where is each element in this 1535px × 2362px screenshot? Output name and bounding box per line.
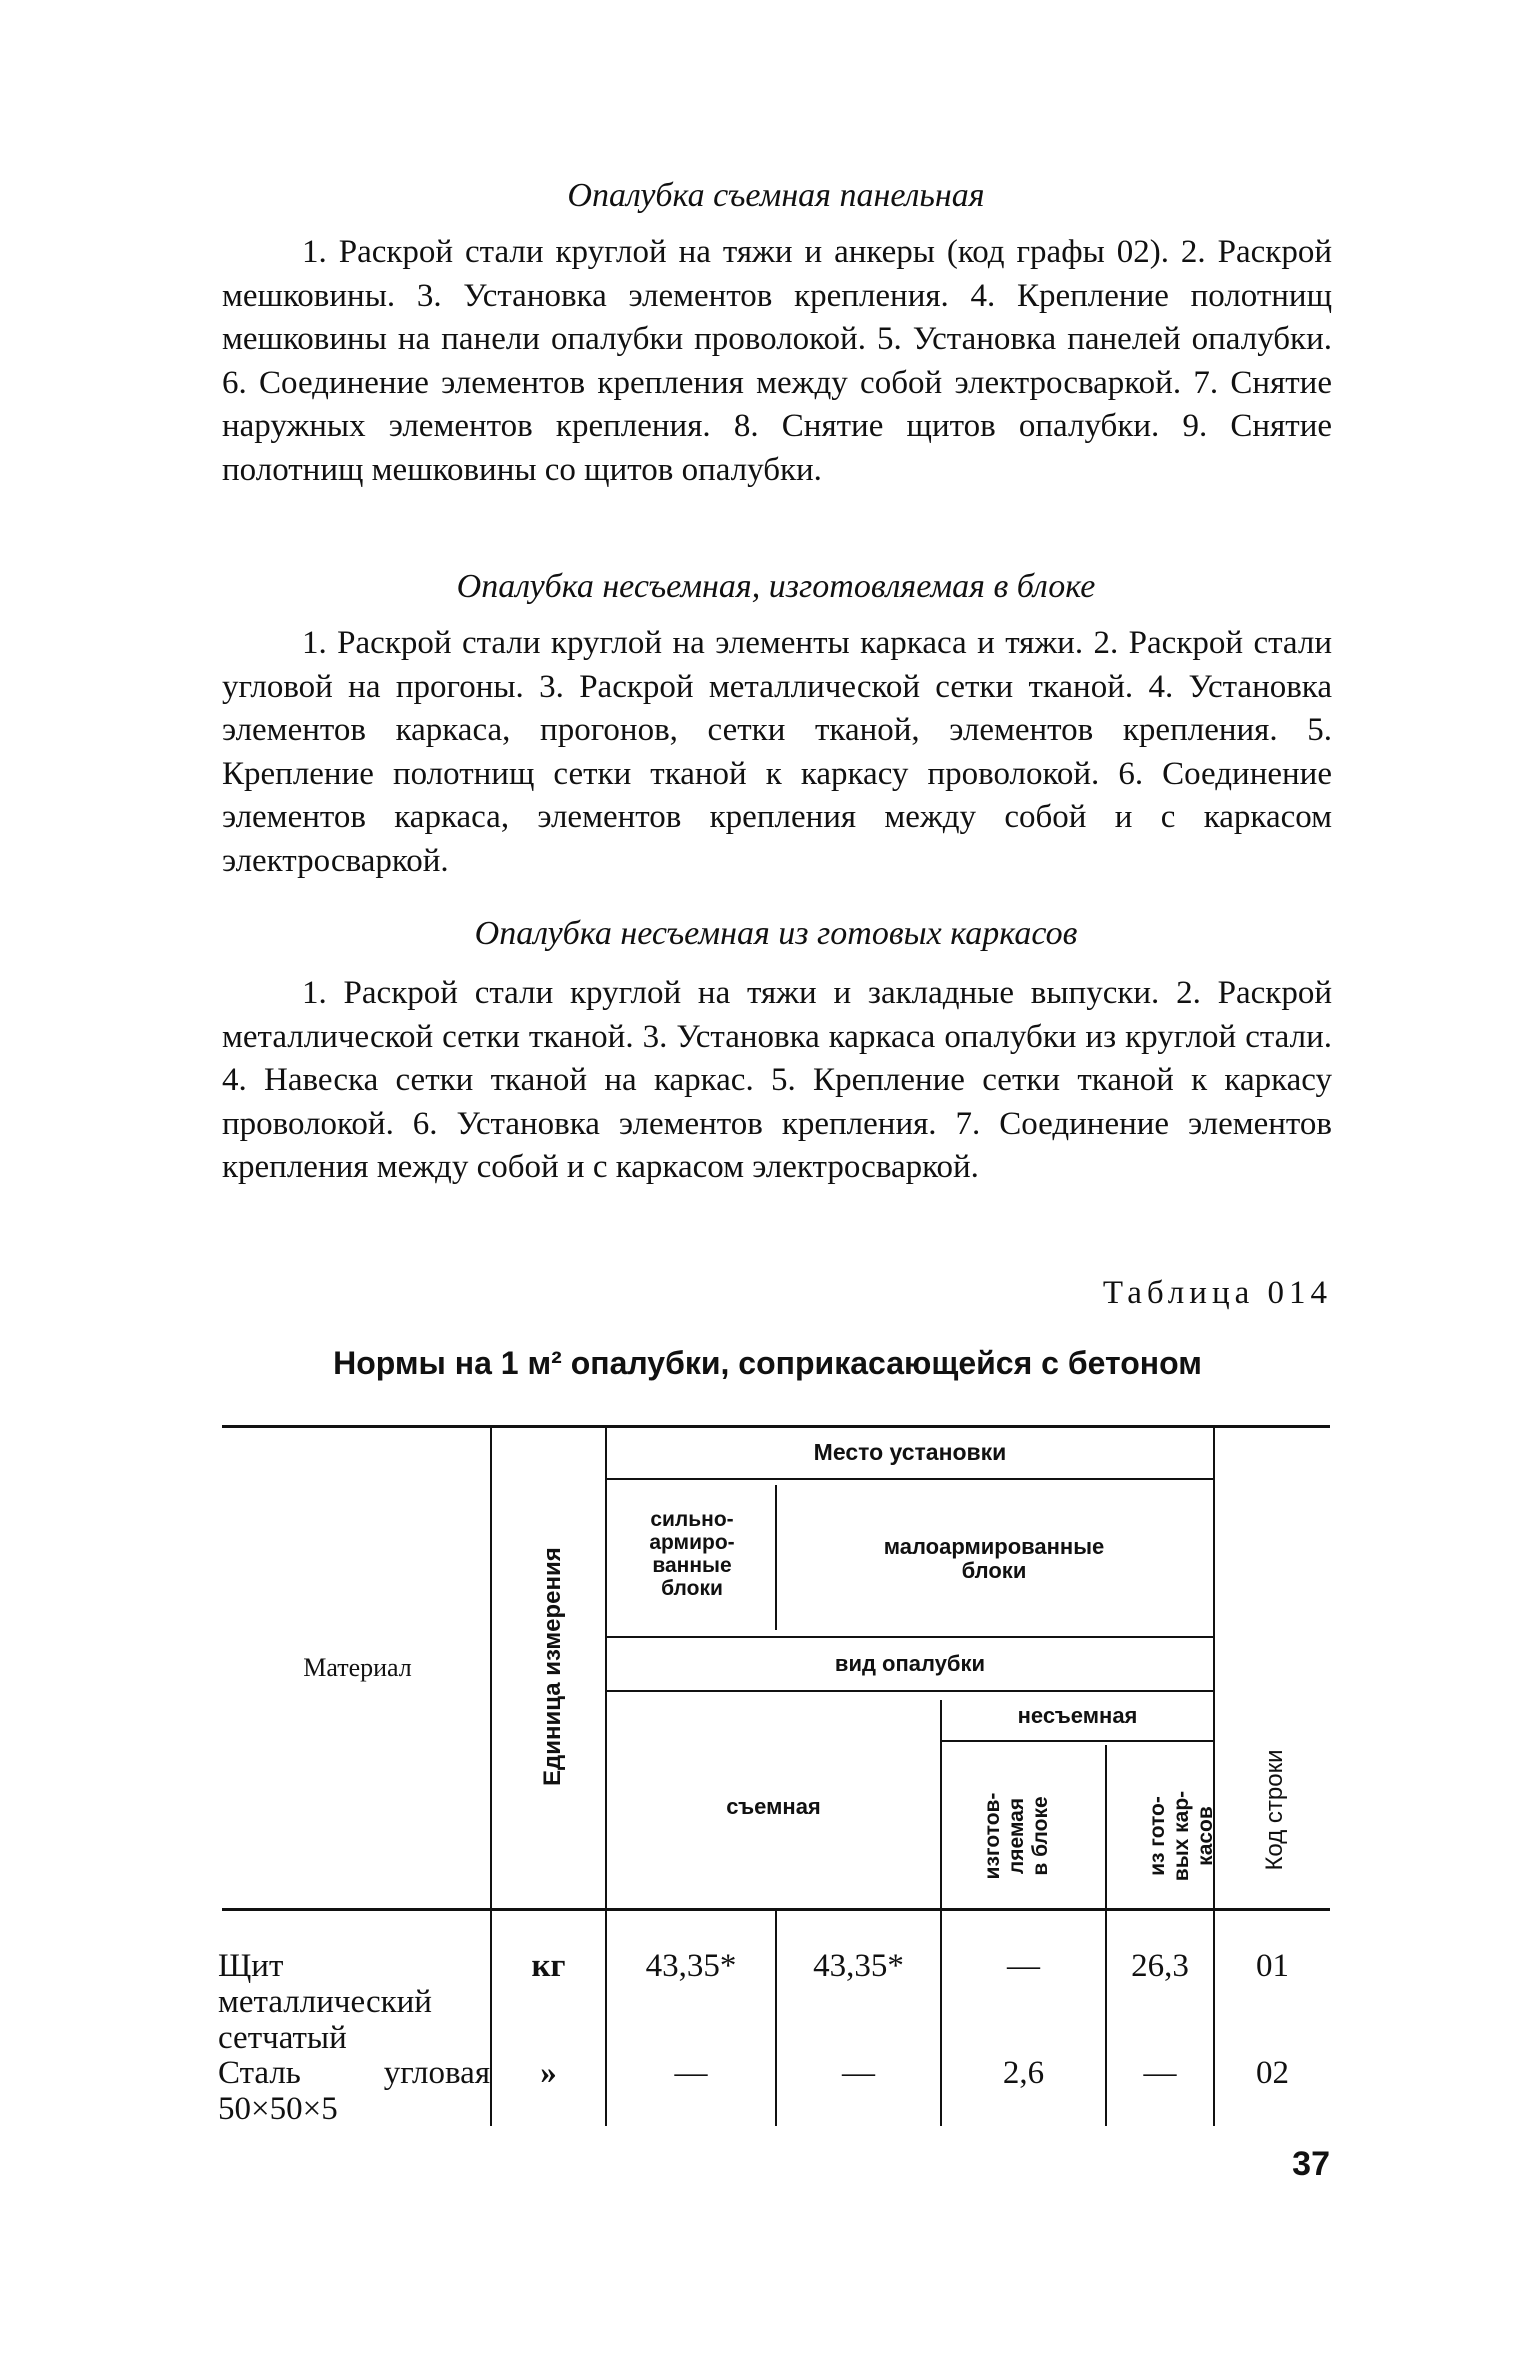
page-number: 37 <box>1292 2145 1330 2183</box>
rule-under-place <box>607 1478 1213 1480</box>
body-divider-light <box>940 1911 942 2126</box>
header-heavy-reinforced: сильно- армиро- ванные блоки <box>649 1508 735 1600</box>
header-unit: Единица измерения <box>539 1547 566 1786</box>
table-top-rule <box>222 1425 1330 1428</box>
section-heading-nonremovable-frames: Опалубка несъемная из готовых каркасов <box>474 915 1078 952</box>
header-formwork-type: вид опалубки <box>834 1651 986 1676</box>
section-heading-nonremovable-block: Опалубка несъемная, изготовляемая в блоке <box>456 568 1096 605</box>
header-from-frames: из гото- вых кар- касов <box>1146 1790 1217 1882</box>
section-heading-removable-panel: Опалубка съемная панельная <box>567 177 985 214</box>
body-divider-frames <box>1213 1911 1215 2126</box>
body-divider-unit <box>605 1911 607 2126</box>
section-text-nonremovable-frames: 1. Раскрой стали круглой на тяжи и закладные выпуски. 2. Раскрой металлической сетки тканой. 3. Установка каркаса опалубки из круглой стали. 4. Навеска сетки тканой на каркас. 5. Крепление сетки тканой к каркасу проволокой. 6. Установка элементов крепления. 7. Соединение элементов крепления между собой и с каркасом электросваркой. <box>222 975 1332 1186</box>
row-1-code: 01 <box>1256 1948 1289 1984</box>
section-text-removable-panel: 1. Раскрой стали круглой на тяжи и анкеры (код графы 02). 2. Раскрой мешковины. 3. Установка элементов крепления. 4. Крепление полотнищ мешковины на панели опалубки проволокой. 5. Установка панелей опалубки. 6. Соединение элементов крепления между собой электросваркой. 7. Снятие наружных элементов крепления. 8. Снятие щитов опалубки. 9. Снятие полотнищ мешковины со щитов опалубки. <box>222 234 1332 488</box>
header-material: Материал <box>303 1653 412 1682</box>
row-2-unit: » <box>540 2055 557 2091</box>
row-2-code: 02 <box>1256 2055 1289 2091</box>
row-1-heavy: 43,35* <box>645 1948 737 1984</box>
header-removable: съемная <box>726 1794 821 1819</box>
body-divider-in-block <box>1105 1911 1107 2126</box>
body-divider-material <box>490 1911 492 2126</box>
table-title: Нормы на 1 м² опалубки, соприкасающейся с бетоном <box>333 1345 1202 1381</box>
row-1-frames: 26,3 <box>1131 1948 1189 1984</box>
row-2-heavy: — <box>674 2055 708 2091</box>
col-divider-removable <box>940 1700 942 1908</box>
rule-under-formwork-type <box>607 1690 1213 1692</box>
header-row-code: Код строки <box>1261 1749 1288 1871</box>
row-1-in-block: — <box>1007 1948 1040 1984</box>
body-divider-heavy <box>775 1911 777 2126</box>
header-light-reinforced: малоармированные блоки <box>883 1534 1105 1583</box>
rule-under-nonremovable <box>942 1740 1213 1742</box>
section-text-nonremovable-block: 1. Раскрой стали круглой на элементы каркаса и тяжи. 2. Раскрой стали угловой на прогоны. 3. Раскрой металлической сетки тканой. 4. Установка элементов каркаса, прогонов, сетки тканой, элементов крепления. 5. Крепление полотнищ сетки тканой к каркасу проволокой. 6. Соединение элементов каркаса, элементов крепления между собой и с каркасом электросваркой. <box>222 625 1332 879</box>
row-2-frames: — <box>1143 2055 1177 2091</box>
row-1-unit: кг <box>531 1948 566 1984</box>
row-1-material: Щит металлический сетчатый <box>218 1948 432 2056</box>
row-2-light: — <box>842 2055 875 2091</box>
table-label: Таблица 014 <box>1102 1275 1332 1311</box>
row-2-in-block: 2,6 <box>1002 2055 1045 2091</box>
header-made-in-block: изготов- ляемая в блоке <box>981 1792 1052 1880</box>
col-divider-nonremovable <box>1105 1745 1107 1908</box>
row-2-material: Сталь угловая 50×50×5 <box>218 2055 490 2127</box>
col-divider-material <box>490 1428 492 1908</box>
rule-under-reinforcement <box>607 1636 1213 1638</box>
col-divider-reinforcement <box>775 1485 777 1630</box>
header-non-removable: несъемная <box>1017 1703 1138 1728</box>
row-1-light: 43,35* <box>813 1948 904 1984</box>
header-place: Место установки <box>813 1439 1007 1465</box>
